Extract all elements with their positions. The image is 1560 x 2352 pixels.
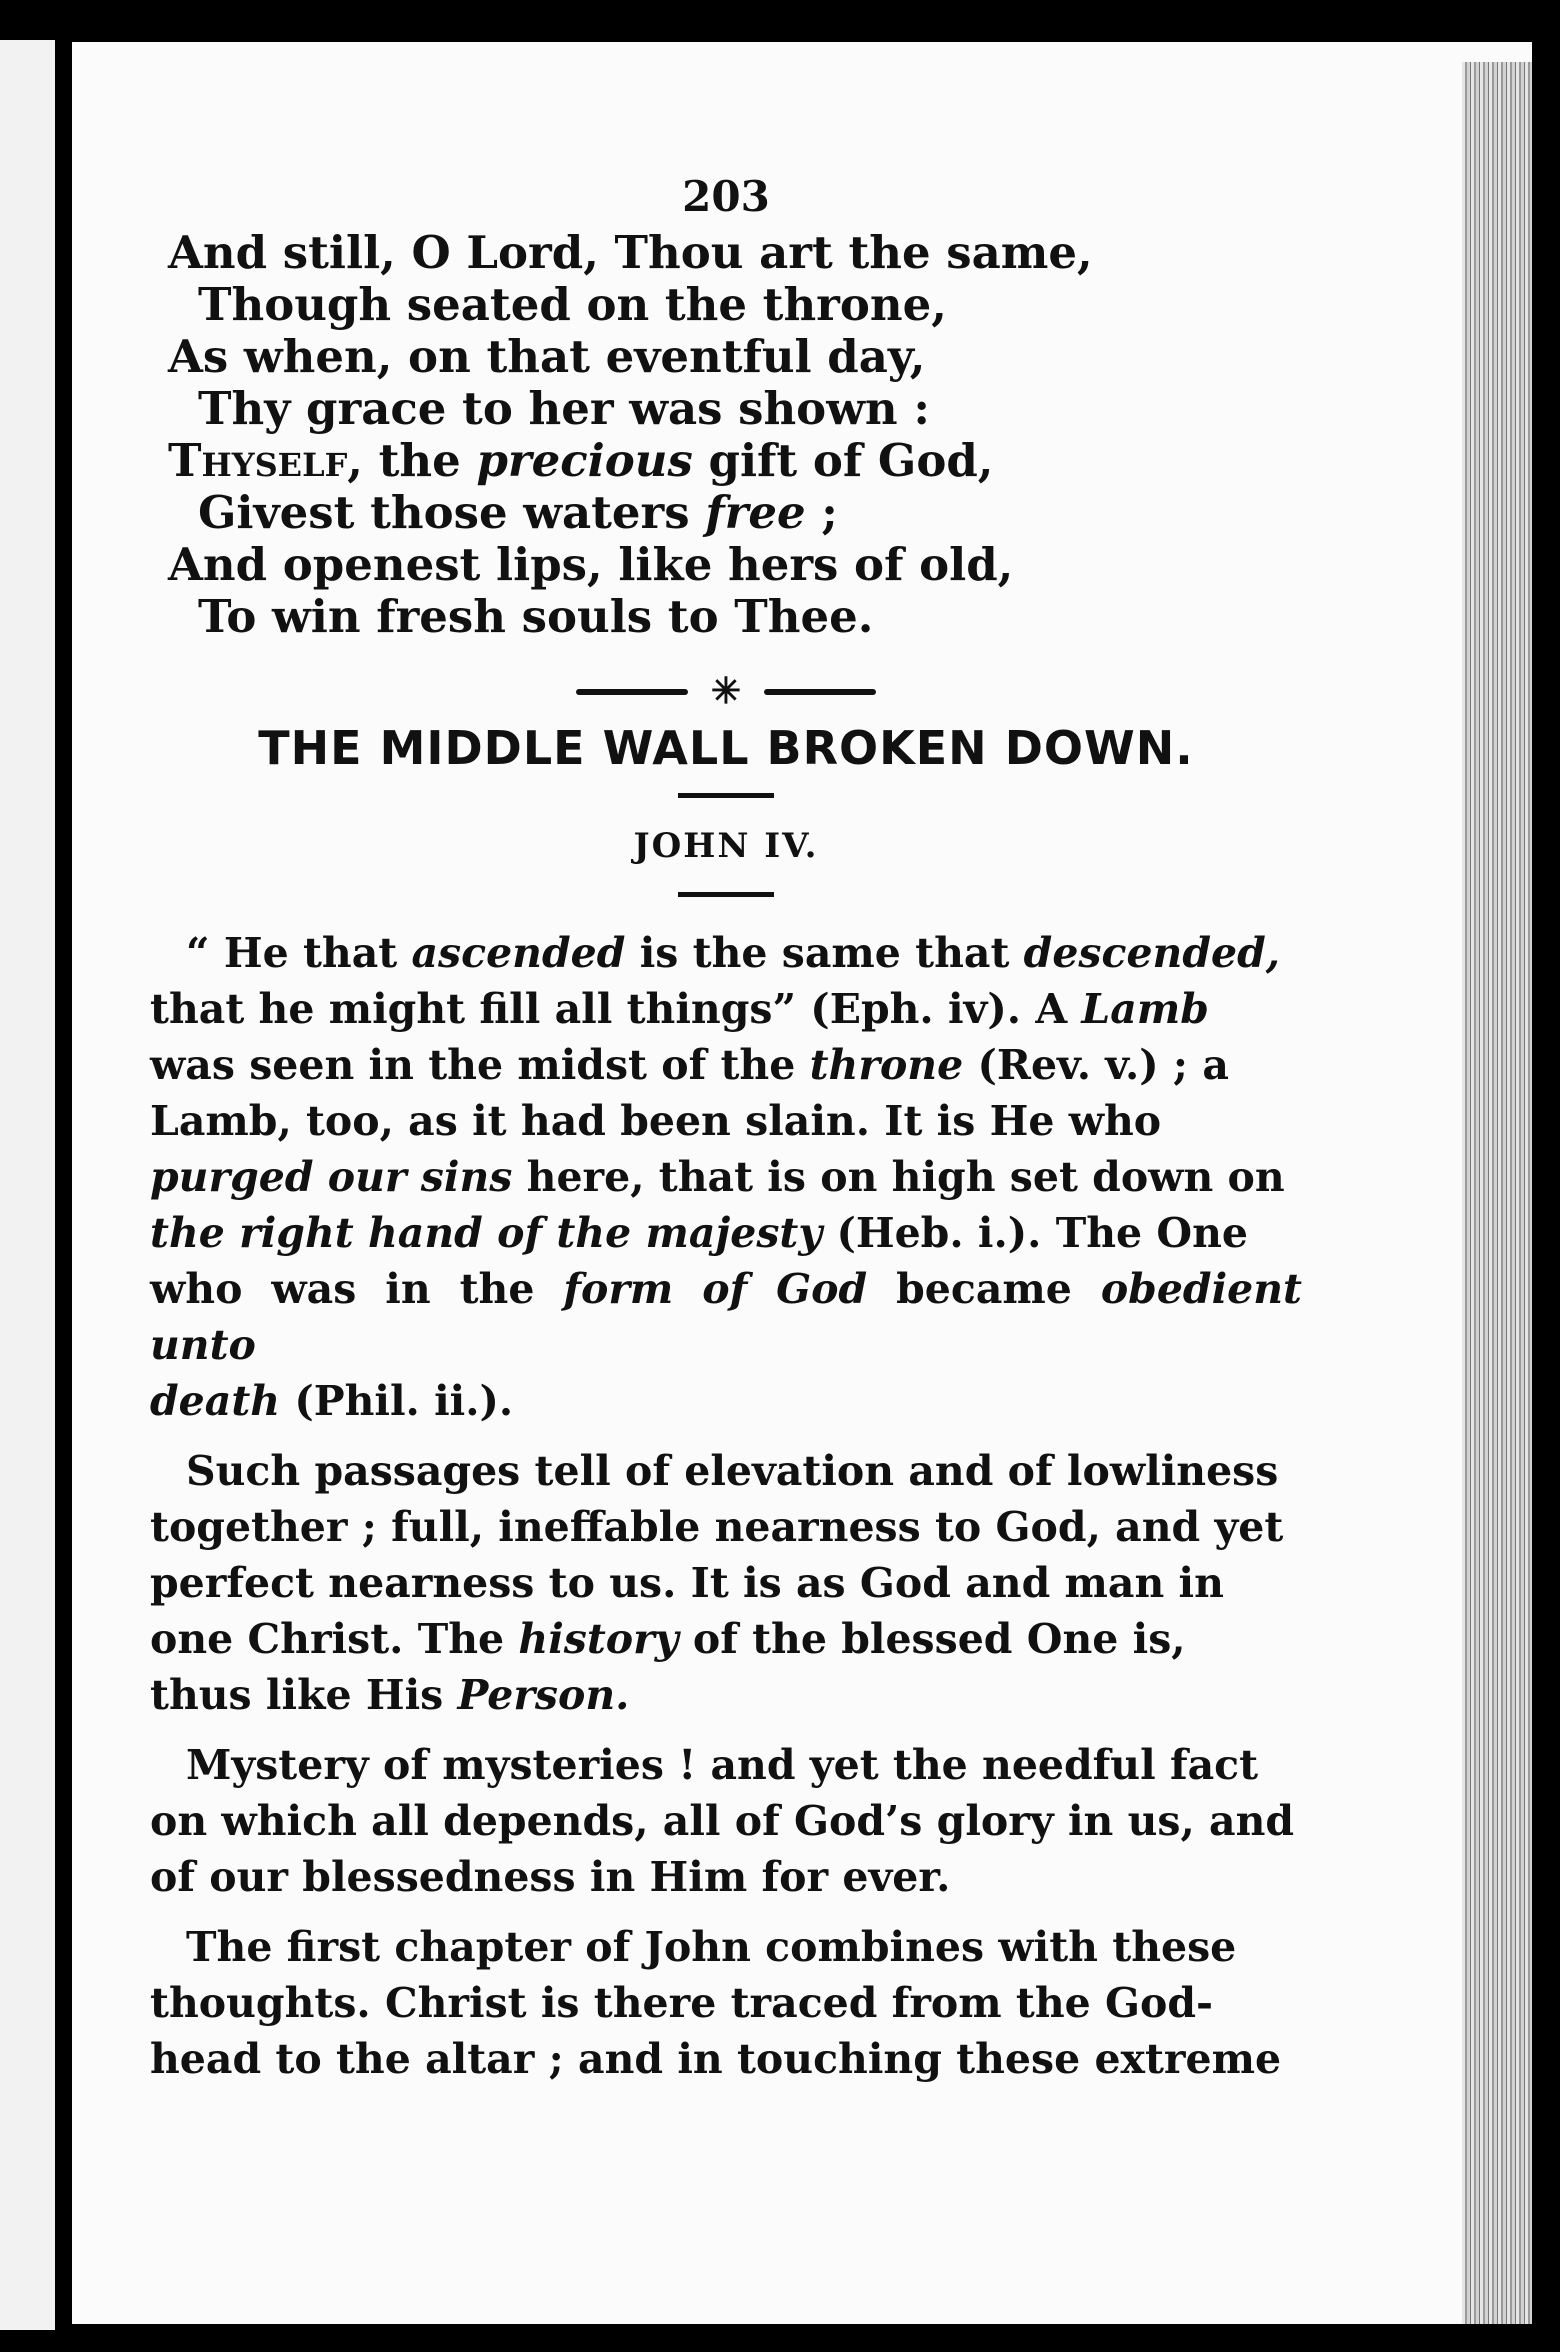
heading-rule — [678, 793, 774, 798]
paragraph-4 — [150, 1919, 1302, 2087]
verse-line: And still, O Lord, Thou art the same, — [168, 226, 1093, 279]
ornament-rule-left — [576, 689, 688, 695]
text-line: thoughts. Christ is there traced from the God- — [150, 1979, 1214, 2027]
text-line: that he might fill all things” (Eph. iv). A Lamb — [150, 985, 1209, 1033]
paragraph-2 — [150, 1443, 1302, 1723]
page-number: 203 — [682, 172, 770, 221]
ornament-rule-right — [764, 689, 876, 695]
text-line: purged our sins here, that is on high set down on — [150, 1153, 1285, 1201]
text-line: thus like His Person. — [150, 1671, 630, 1719]
body-text — [150, 925, 1302, 2087]
subheading-rule — [678, 892, 774, 897]
ornament-star-icon: ✳ — [710, 670, 742, 712]
previous-page-edge — [0, 40, 55, 2330]
text-line: who was in the form of God became obedient unto — [150, 1265, 1302, 1369]
page-fore-edge — [1462, 62, 1532, 2324]
verse-line: Thyself, the precious gift of God, — [168, 434, 994, 487]
text-line: “ He that ascended is the same that descended, — [186, 929, 1281, 977]
scripture-reference: JOHN IV. — [633, 826, 819, 866]
text-line: one Christ. The history of the blessed One is, — [150, 1615, 1186, 1663]
text-line: head to the altar ; and in touching these extreme — [150, 2035, 1282, 2083]
verse-line: Though seated on the throne, — [198, 278, 947, 331]
verse-line: To win fresh souls to Thee. — [198, 590, 874, 643]
text-line: death (Phil. ii.). — [150, 1377, 514, 1425]
text-line: on which all depends, all of God’s glory in us, and — [150, 1797, 1295, 1845]
text-line: Mystery of mysteries ! and yet the needful fact — [186, 1741, 1259, 1789]
text-line: Lamb, too, as it had been slain. It is He who — [150, 1097, 1162, 1145]
verse-line: Givest those waters free ; — [198, 486, 838, 539]
text-line: was seen in the midst of the throne (Rev. v.) ; a — [150, 1041, 1229, 1089]
text-line: Such passages tell of elevation and of lowliness — [186, 1447, 1279, 1495]
book-page — [72, 42, 1532, 2324]
verse-line: And openest lips, like hers of old, — [168, 538, 1014, 591]
text-line: perfect nearness to us. It is as God and man in — [150, 1559, 1224, 1607]
chapter-heading: THE MIDDLE WALL BROKEN DOWN. — [258, 721, 1194, 775]
text-line: The first chapter of John combines with these — [186, 1923, 1237, 1971]
section-ornament — [576, 670, 876, 712]
text-line: the right hand of the majesty (Heb. i.). The One — [150, 1209, 1248, 1257]
verse-line: As when, on that eventful day, — [168, 330, 926, 383]
hymn-verse — [150, 227, 1302, 643]
text-line: of our blessedness in Him for ever. — [150, 1853, 951, 1901]
verse-line: Thy grace to her was shown : — [198, 382, 930, 435]
paragraph-1 — [150, 925, 1302, 1429]
paragraph-3 — [150, 1737, 1302, 1905]
text-line: together ; full, ineffable nearness to God, and yet — [150, 1503, 1284, 1551]
page-content — [150, 172, 1302, 2101]
